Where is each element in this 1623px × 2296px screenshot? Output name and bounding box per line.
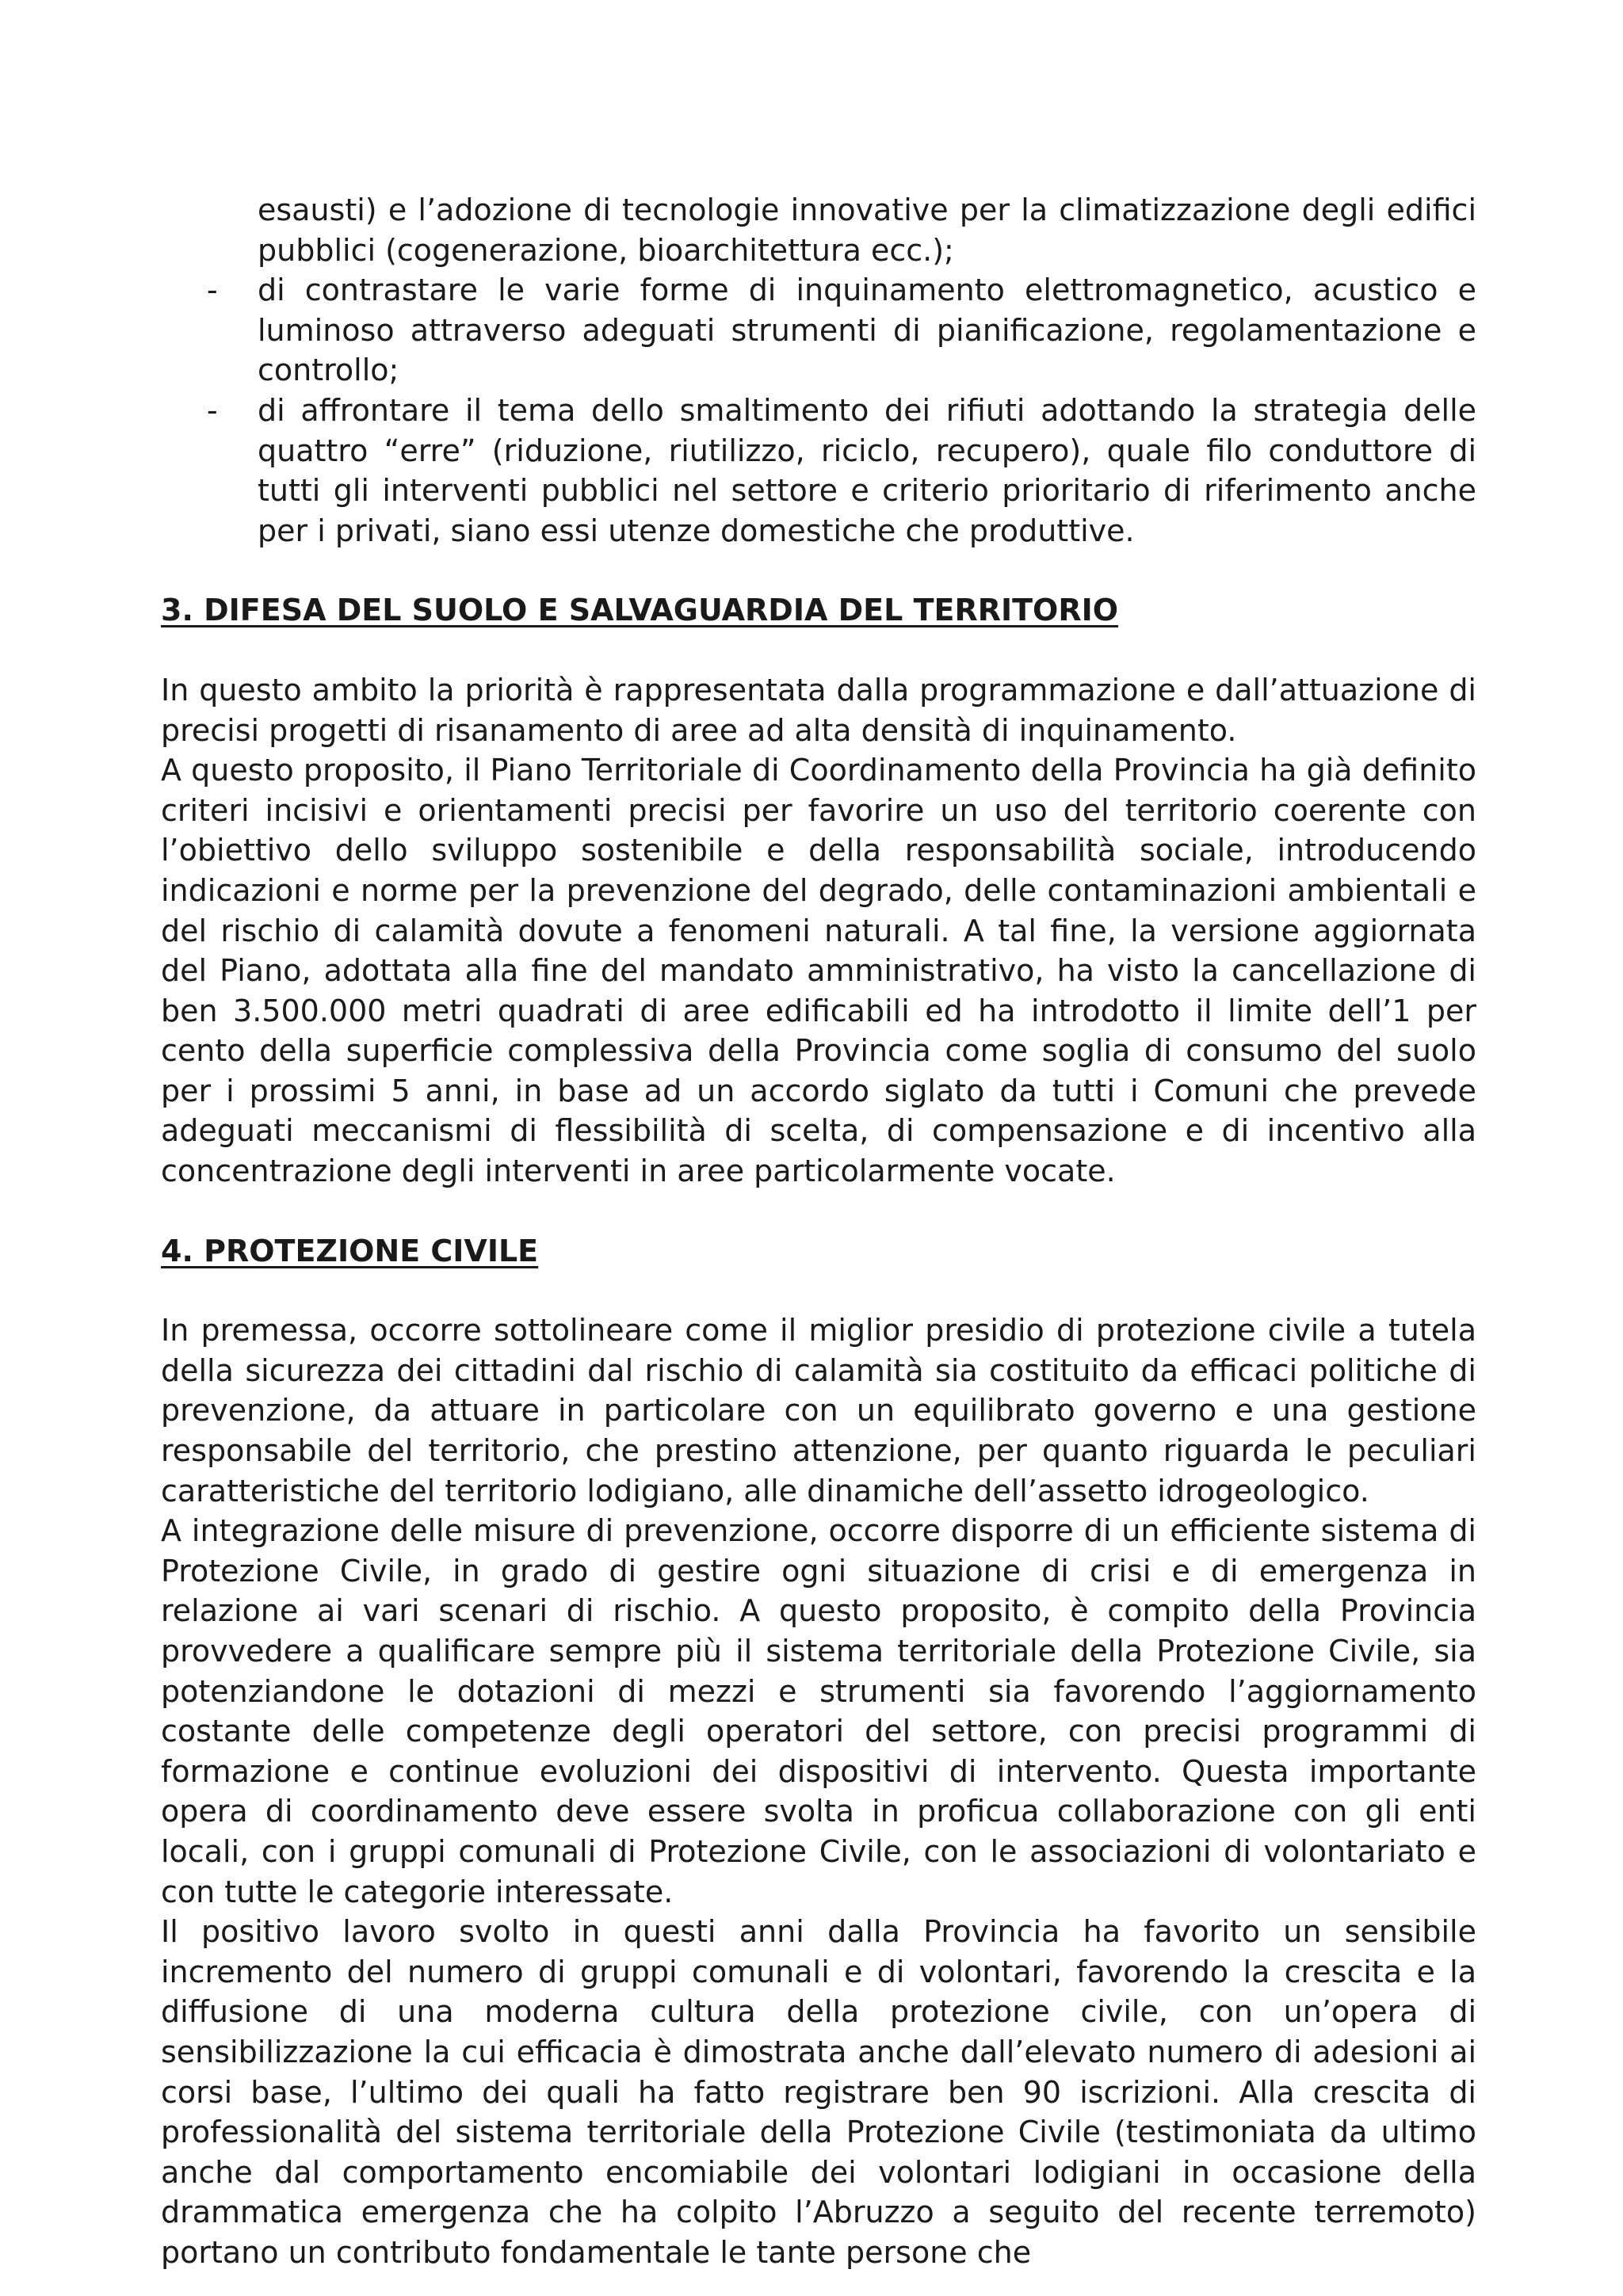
document-page [161,190,1476,2273]
paragraph: A questo proposito, il Piano Territoriale di Coordinamento della Provincia ha già definito criteri incisivi e orientamenti precisi per favorire un uso del territorio coerente con l’obiettivo dello sviluppo sostenibile e della responsabilità sociale, introducendo indicazioni e norme per la prevenzione del degrado, delle contaminazioni ambientali e del rischio di calamità dovute a fenomeni naturali. A tal fine, la versione aggiornata del Piano, adottata alla fine del mandato amministrativo, ha visto la cancellazione di ben 3.500.000 metri quadrati di aree edificabili ed ha introdotto il limite dell’1 per cento della superficie complessiva della Provincia come soglia di consumo del suolo per i prossimi 5 anni, in base ad un accordo siglato da tutti i Comuni che prevede adeguati meccanismi di flessibilità di scelta, di compensazione e di incentivo alla concentrazione degli interventi in aree particolarmente vocate. [161,753,1476,1189]
list-item-text: di contrastare le varie forme di inquinamento elettromagnetico, acustico e luminoso attraverso adeguati strumenti di pianificazione, regolamentazione e controllo; [258,273,1476,388]
bullet-dash: - [207,273,218,308]
continued-text: esausti) e l’adozione di tecnologie innovative per la climatizzazione degli edifici pubblici (cogenerazione, bioarchitettura ecc.); [258,193,1476,268]
paragraph: Il positivo lavoro svolto in questi anni dalla Provincia ha favorito un sensibile incremento del numero di gruppi comunali e di volontari, favorendo la crescita e la diffusione di una moderna cultura della protezione civile, con un’opera di sensibilizzazione la cui efficacia è dimostrata anche dall’elevato numero di adesioni ai corsi base, l’ultimo dei quali ha fatto registrare ben 90 iscrizioni. Alla crescita di professionalità del sistema territoriale della Protezione Civile (testimoniata da ultimo anche dal comportamento encomiabile dei volontari lodigiani in occasione della drammatica emergenza che ha colpito l’Abruzzo a seguito del recente terremoto) portano un contributo fondamentale le tante persone che [161,1914,1476,2270]
paragraph: In premessa, occorre sottolineare come il miglior presidio di protezione civile a tutela della sicurezza dei cittadini dal rischio di calamità sia costituito da efficaci politiche di prevenzione, da attuare in particolare con un equilibrato governo e una gestione responsabile del territorio, che prestino attenzione, per quanto riguarda le peculiari caratteristiche del territorio lodigiano, alle dinamiche dell’assetto idrogeologico. [161,1313,1476,1508]
list-item-text: di affrontare il tema dello smaltimento dei rifiuti adottando la strategia delle quattro “erre” (riduzione, riutilizzo, riciclo, recupero), quale filo conduttore di tutti gli interventi pubblici nel settore e criterio prioritario di riferimento anche per i privati, siano essi utenze domestiche che produttive. [258,392,1476,548]
bullet-dash: - [207,392,218,428]
paragraph: A integrazione delle misure di prevenzione, occorre disporre di un efficiente sistema di Protezione Civile, in grado di gestire ogni situazione di crisi e di emergenza in relazione ai vari scenari di rischio. A questo proposito, è compito della Provincia provvedere a qualificare sempre più il sistema territoriale della Protezione Civile, sia potenziandone le dotazioni di mezzi e strumenti sia favorendo l’aggiornamento costante delle competenze degli operatori del settore, con precisi programmi di formazione e continue evoluzioni dei dispositivi di intervento. Questa importante opera di coordinamento deve essere svolta in proficua collaborazione con gli enti locali, con i gruppi comunali di Protezione Civile, con le associazioni di volontariato e con tutte le categorie interessate. [161,1513,1476,1909]
paragraph: In questo ambito la priorità è rappresentata dalla programmazione e dall’attuazione di precisi progetti di risanamento di aree ad alta densità di inquinamento. [161,672,1476,748]
list-item [161,270,1476,391]
section-heading: 4. PROTEZIONE CIVILE [161,1233,539,1268]
list-item [161,391,1476,551]
section-heading: 3. DIFESA DEL SUOLO E SALVAGUARDIA DEL TERRITORIO [161,593,1119,628]
